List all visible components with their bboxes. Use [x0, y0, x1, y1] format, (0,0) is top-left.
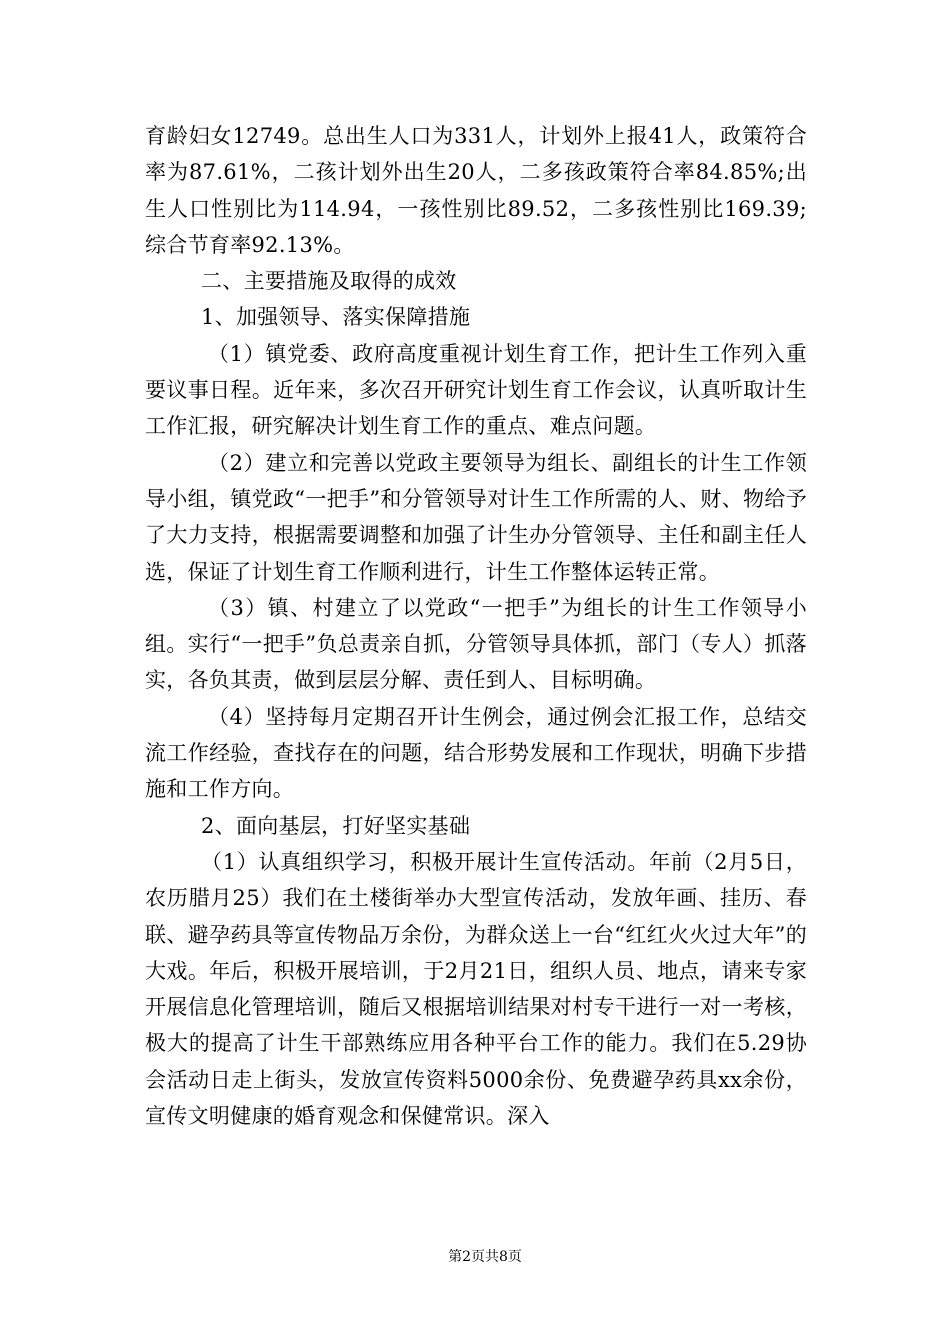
paragraph-statistics: 育龄妇女12749。总出生人口为331人，计划外上报41人，政策符合率为87.61%，二孩计划外出生20人，二多孩政策符合率84.85%;出生人口性别比为114.94，一孩性别比89.52，二多孩性别比169.39;综合节育率92.13%。 — [145, 124, 807, 257]
subsection-heading-grassroots: 2、面向基层，打好坚实基础 — [201, 813, 471, 838]
section-heading-main-measures: 二、主要措施及取得的成效 — [201, 269, 457, 294]
subsection-heading-leadership: 1、加强领导、落实保障措施 — [201, 305, 471, 330]
paragraph-item-2: （2）建立和完善以党政主要领导为组长、副组长的计生工作领导小组，镇党政“一把手”和分管领导对计生工作所需的人、财、物给予了大力支持，根据需要调整和加强了计生办分管领导、主任和副主任人选，保证了计划生育工作顺利进行，计生工作整体运转正常。 — [145, 450, 807, 584]
paragraph-item-4: （4）坚持每月定期召开计生例会，通过例会汇报工作，总结交流工作经验，查找存在的问题，结合形势发展和工作现状，明确下步措施和工作方向。 — [145, 704, 807, 802]
document-body — [145, 118, 807, 1134]
paragraph-item-1: （1）镇党委、政府高度重视计划生育工作，把计生工作列入重要议事日程。近年来，多次召开研究计划生育工作会议，认真听取计生工作汇报，研究解决计划生育工作的重点、难点问题。 — [145, 341, 807, 439]
paragraph-grassroots-item-1: （1）认真组织学习，积极开展计生宣传活动。年前（2月5日，农历腊月25）我们在土楼街举办大型宣传活动，发放年画、挂历、春联、避孕药具等宣传物品万余份，为群众送上一台“红红火火过大年”的大戏。年后，积极开展培训，于2月21日，组织人员、地点，请来专家开展信息化管理培训，随后又根据培训结果对村专干进行一对一考核，极大的提高了计生干部熟练应用各种平台工作的能力。我们在5.29协会活动日走上街头，发放宣传资料5000余份、免费避孕药具xx余份，宣传文明健康的婚育观念和保健常识。深入 — [145, 849, 807, 1129]
page-number-footer: 第2页共8页 — [448, 1249, 522, 1265]
paragraph-item-3: （3）镇、村建立了以党政“一把手”为组长的计生工作领导小组。实行“一把手”负总责亲自抓，分管领导具体抓，部门（专人）抓落实，各负其责，做到层层分解、责任到人、目标明确。 — [145, 595, 807, 693]
